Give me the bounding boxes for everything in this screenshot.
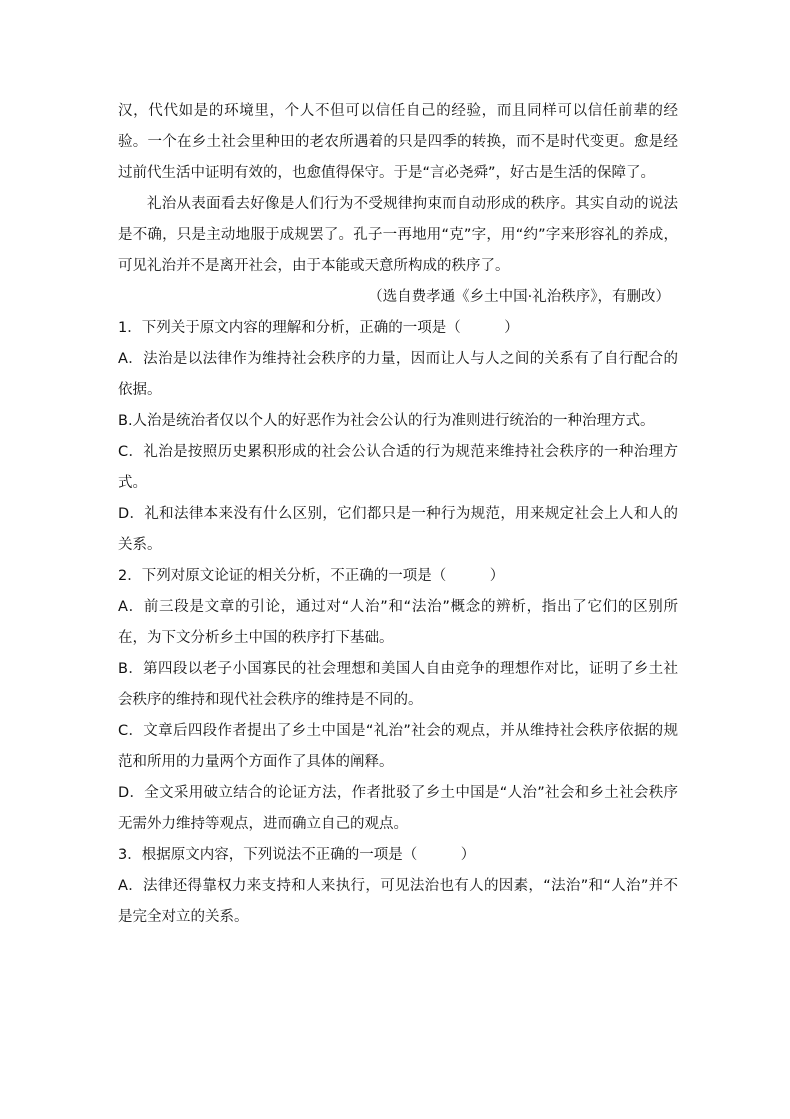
- page-content: [118, 96, 678, 933]
- option-b: B．第四段以老子小国寡民的社会理想和美国人自由竞争的理想作对比，证明了乡土社会秩序的维持和现代社会秩序的维持是不同的。: [118, 661, 678, 708]
- option-a: A．法治是以法律作为维持社会秩序的力量，因而让人与人之间的关系有了自行配合的依据。: [118, 351, 678, 398]
- question-stem: 3．根据原文内容，下列说法不正确的一项是（ ）: [118, 847, 476, 863]
- option-c: C．文章后四段作者提出了乡土中国是“礼治”社会的观点，并从维持社会秩序依据的规范和所用的力量两个方面作了具体的阐释。: [118, 723, 678, 770]
- passage-paragraph-1: 汉，代代如是的环境里，个人不但可以信任自己的经验，而且同样可以信任前辈的经验。一个在乡土社会里种田的老农所遇着的只是四季的转换，而不是时代变更。愈是经过前代生活中证明有效的，也愈值得保守。于是“言必尧舜”，好古是生活的保障了。: [118, 103, 678, 181]
- option-d: D．礼和法律本来没有什么区别，它们都只是一种行为规范，用来规定社会上人和人的关系。: [118, 506, 678, 553]
- passage-source: （选自费孝通《乡土中国·礼治秩序》，有删改）: [368, 289, 670, 305]
- passage-paragraph-2: 礼治从表面看去好像是人们行为不受规律拘束而自动形成的秩序。其实自动的说法是不确，只是主动地服于成规罢了。孔子一再地用“克”字，用“约”字来形容礼的养成，可见礼治并不是离开社会，由于本能或天意所构成的秩序了。: [118, 196, 678, 274]
- question-1: [118, 313, 678, 561]
- option-b: B.人治是统治者仅以个人的好恶作为社会公认的行为准则进行统治的一种治理方式。: [118, 413, 655, 429]
- question-3: [118, 840, 678, 933]
- option-a: A．前三段是文章的引论，通过对“人治”和“法治”概念的辨析，指出了它们的区别所在，为下文分析乡土中国的秩序打下基础。: [118, 599, 678, 646]
- option-c: C．礼治是按照历史累积形成的社会公认合适的行为规范来维持社会秩序的一种治理方式。: [118, 444, 678, 491]
- question-stem: 1．下列关于原文内容的理解和分析，正确的一项是（ ）: [118, 320, 519, 336]
- question-stem: 2．下列对原文论证的相关分析，不正确的一项是（ ）: [118, 568, 505, 584]
- question-2: [118, 561, 678, 840]
- option-a: A．法律还得靠权力来支持和人来执行，可见法治也有人的因素，“法治”和“人治”并不是完全对立的关系。: [118, 878, 678, 925]
- option-d: D．全文采用破立结合的论证方法，作者批驳了乡土中国是“人治”社会和乡土社会秩序无需外力维持等观点，进而确立自己的观点。: [118, 785, 678, 832]
